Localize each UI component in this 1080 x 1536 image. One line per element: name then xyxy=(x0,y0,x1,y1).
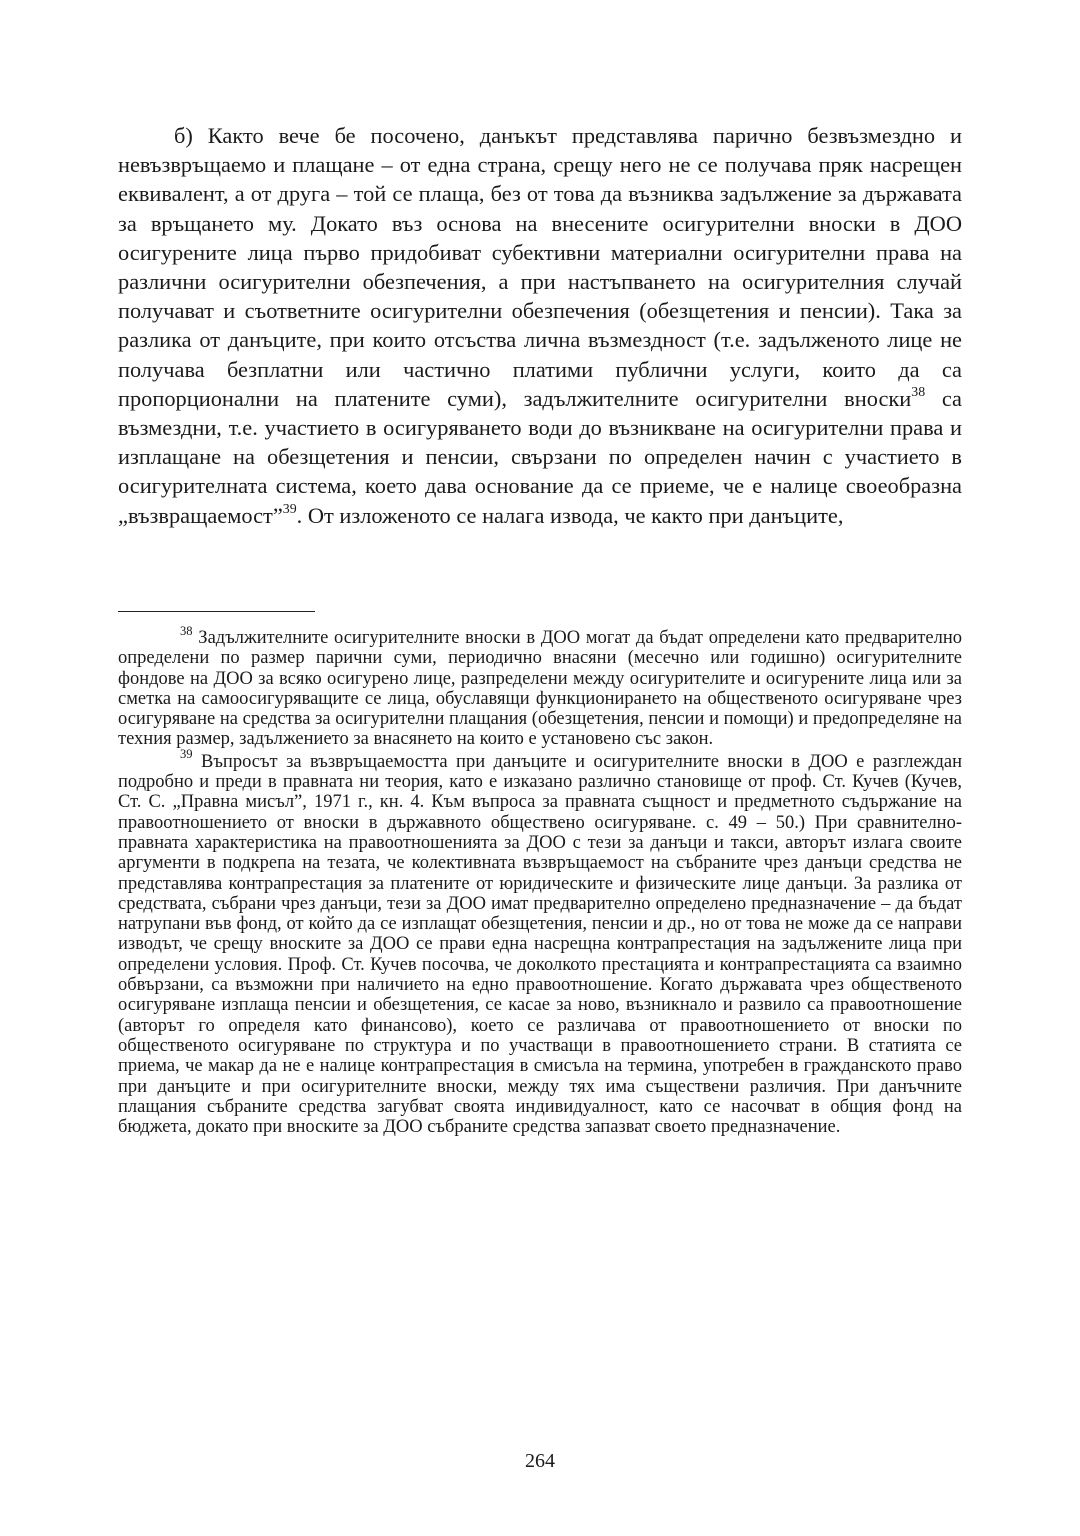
body-text-part-1: б) Както вече бе посочено, данъкът представлява парично безвъзмездно и невъзвръщаемо и плащане – от една страна, срещу него не се получава пряк насрещен еквивалент, а от друга – той се плаща, без от това да възниква задължение за държавата за връщането му. Докато въз основа на внесените осигурителни вноски в ДОО осигурените лица първо придобиват субективни материални осигурителни права на различни осигурителни обезпечения, а при настъпването на осигурителния случай получават и съответните осигурителни обезпечения (обезщетения и пенсии). Така за разлика от данъците, при които отсъства лична възмездност (т.е. задълженото лице не получава безплатни или частично платими публични услуги, които да са пропорционални на платените суми), задължителните осигурителни вноски xyxy=(118,123,962,411)
footnote-number: 39 xyxy=(180,747,193,762)
body-paragraph xyxy=(118,121,962,530)
footnotes xyxy=(118,623,962,1138)
footnote-text: Въпросът за възвръщаемостта при данъците и осигурителните вноски в ДОО е разглеждан подробно и преди в правната ни теория, като е изказано различно становище от проф. Ст. Кучев (Кучев, Ст. С. „Правна мисъл”, 1971 г., кн. 4. Към въпроса за правната същност и предметното съдържание на правоотношението от вноски в държавното обществено осигуряване. с. 49 – 50.) При сравнително-правната характеристика на правоотношенията за ДОО с тези за данъци и такси, авторът излага своите аргументи в подкрепа на тезата, че колективната възвръщаемост на събраните чрез данъци средства не представлява контрапрестация за платените от юридическите и физическите лице данъци. За разлика от средствата, събрани чрез данъци, тези за ДОО имат предварително определено предназначение – да бъдат натрупани във фонд, от който да се изплащат обезщетения, пенсии и др., но от това не може да се направи изводът, че срещу вноските за ДОО се прави една насрещна контрапрестация на задължените лица при определени условия. Проф. Ст. Кучев посочва, че доколкото престацията и контрапрестацията са взаимно обвързани, са възможни при наличието на едно правоотношение. Когато държавата чрез общественото осигуряване изплаща пенсии и обезщетения, се касае за ново, възникнало и развило са правоотношение (авторът го определя като финансово), което се различава от правоотношението от вноски по общественото осигуряване по структура и по участващи в правоотношението страни. В статията се приема, че макар да не е налице контрапрестация в смисъла на термина, употребен в гражданското право при данъците и при осигурителните вноски, между тях има съществени различия. При данъчните плащания събраните средства загубват своята индивидуалност, като се насочват в общия фонд на бюджета, докато при вноските за ДОО събраните средства запазват своето предназначение. xyxy=(118,751,962,1138)
footnote-38 xyxy=(118,623,962,750)
main-text xyxy=(118,121,962,530)
footnote-number: 38 xyxy=(180,623,193,638)
page-number: 264 xyxy=(525,1450,555,1472)
footnote-text: Задължителните осигурителните вноски в ДОО могат да бъдат определени като предварително определени по размер парични суми, периодично внасяни (месечно или годишно) осигурителните фондове на ДОО за всяко осигурено лице, разпределени между осигурителите и осигурените лица или за сметка на самоосигуряващите се лица, обуславящи функционирането на общественото осигуряване чрез осигуряване на средства за осигурителни плащания (обезщетения, пенсии и помощи) и предопределяне на техния размер, задължението за внасянето на които е установено със закон. xyxy=(118,628,962,750)
footnote-reference-38[interactable]: 38 xyxy=(911,384,926,400)
body-text-part-2: са възмездни, т.е. участието в осигуряването води до възникване на осигурителни права и изплащане на обезщетения и пенсии, свързани по определен начин с участието в осигурителната система, което дава основание да се приеме, че е налице своеобразна „възвращаемост” xyxy=(118,385,962,528)
footnote-reference-39[interactable]: 39 xyxy=(282,501,297,517)
body-text-part-3: . От изложеното се налага извода, че както при данъците, xyxy=(296,502,844,528)
footnote-separator xyxy=(118,611,315,612)
footnote-39 xyxy=(118,747,962,1138)
